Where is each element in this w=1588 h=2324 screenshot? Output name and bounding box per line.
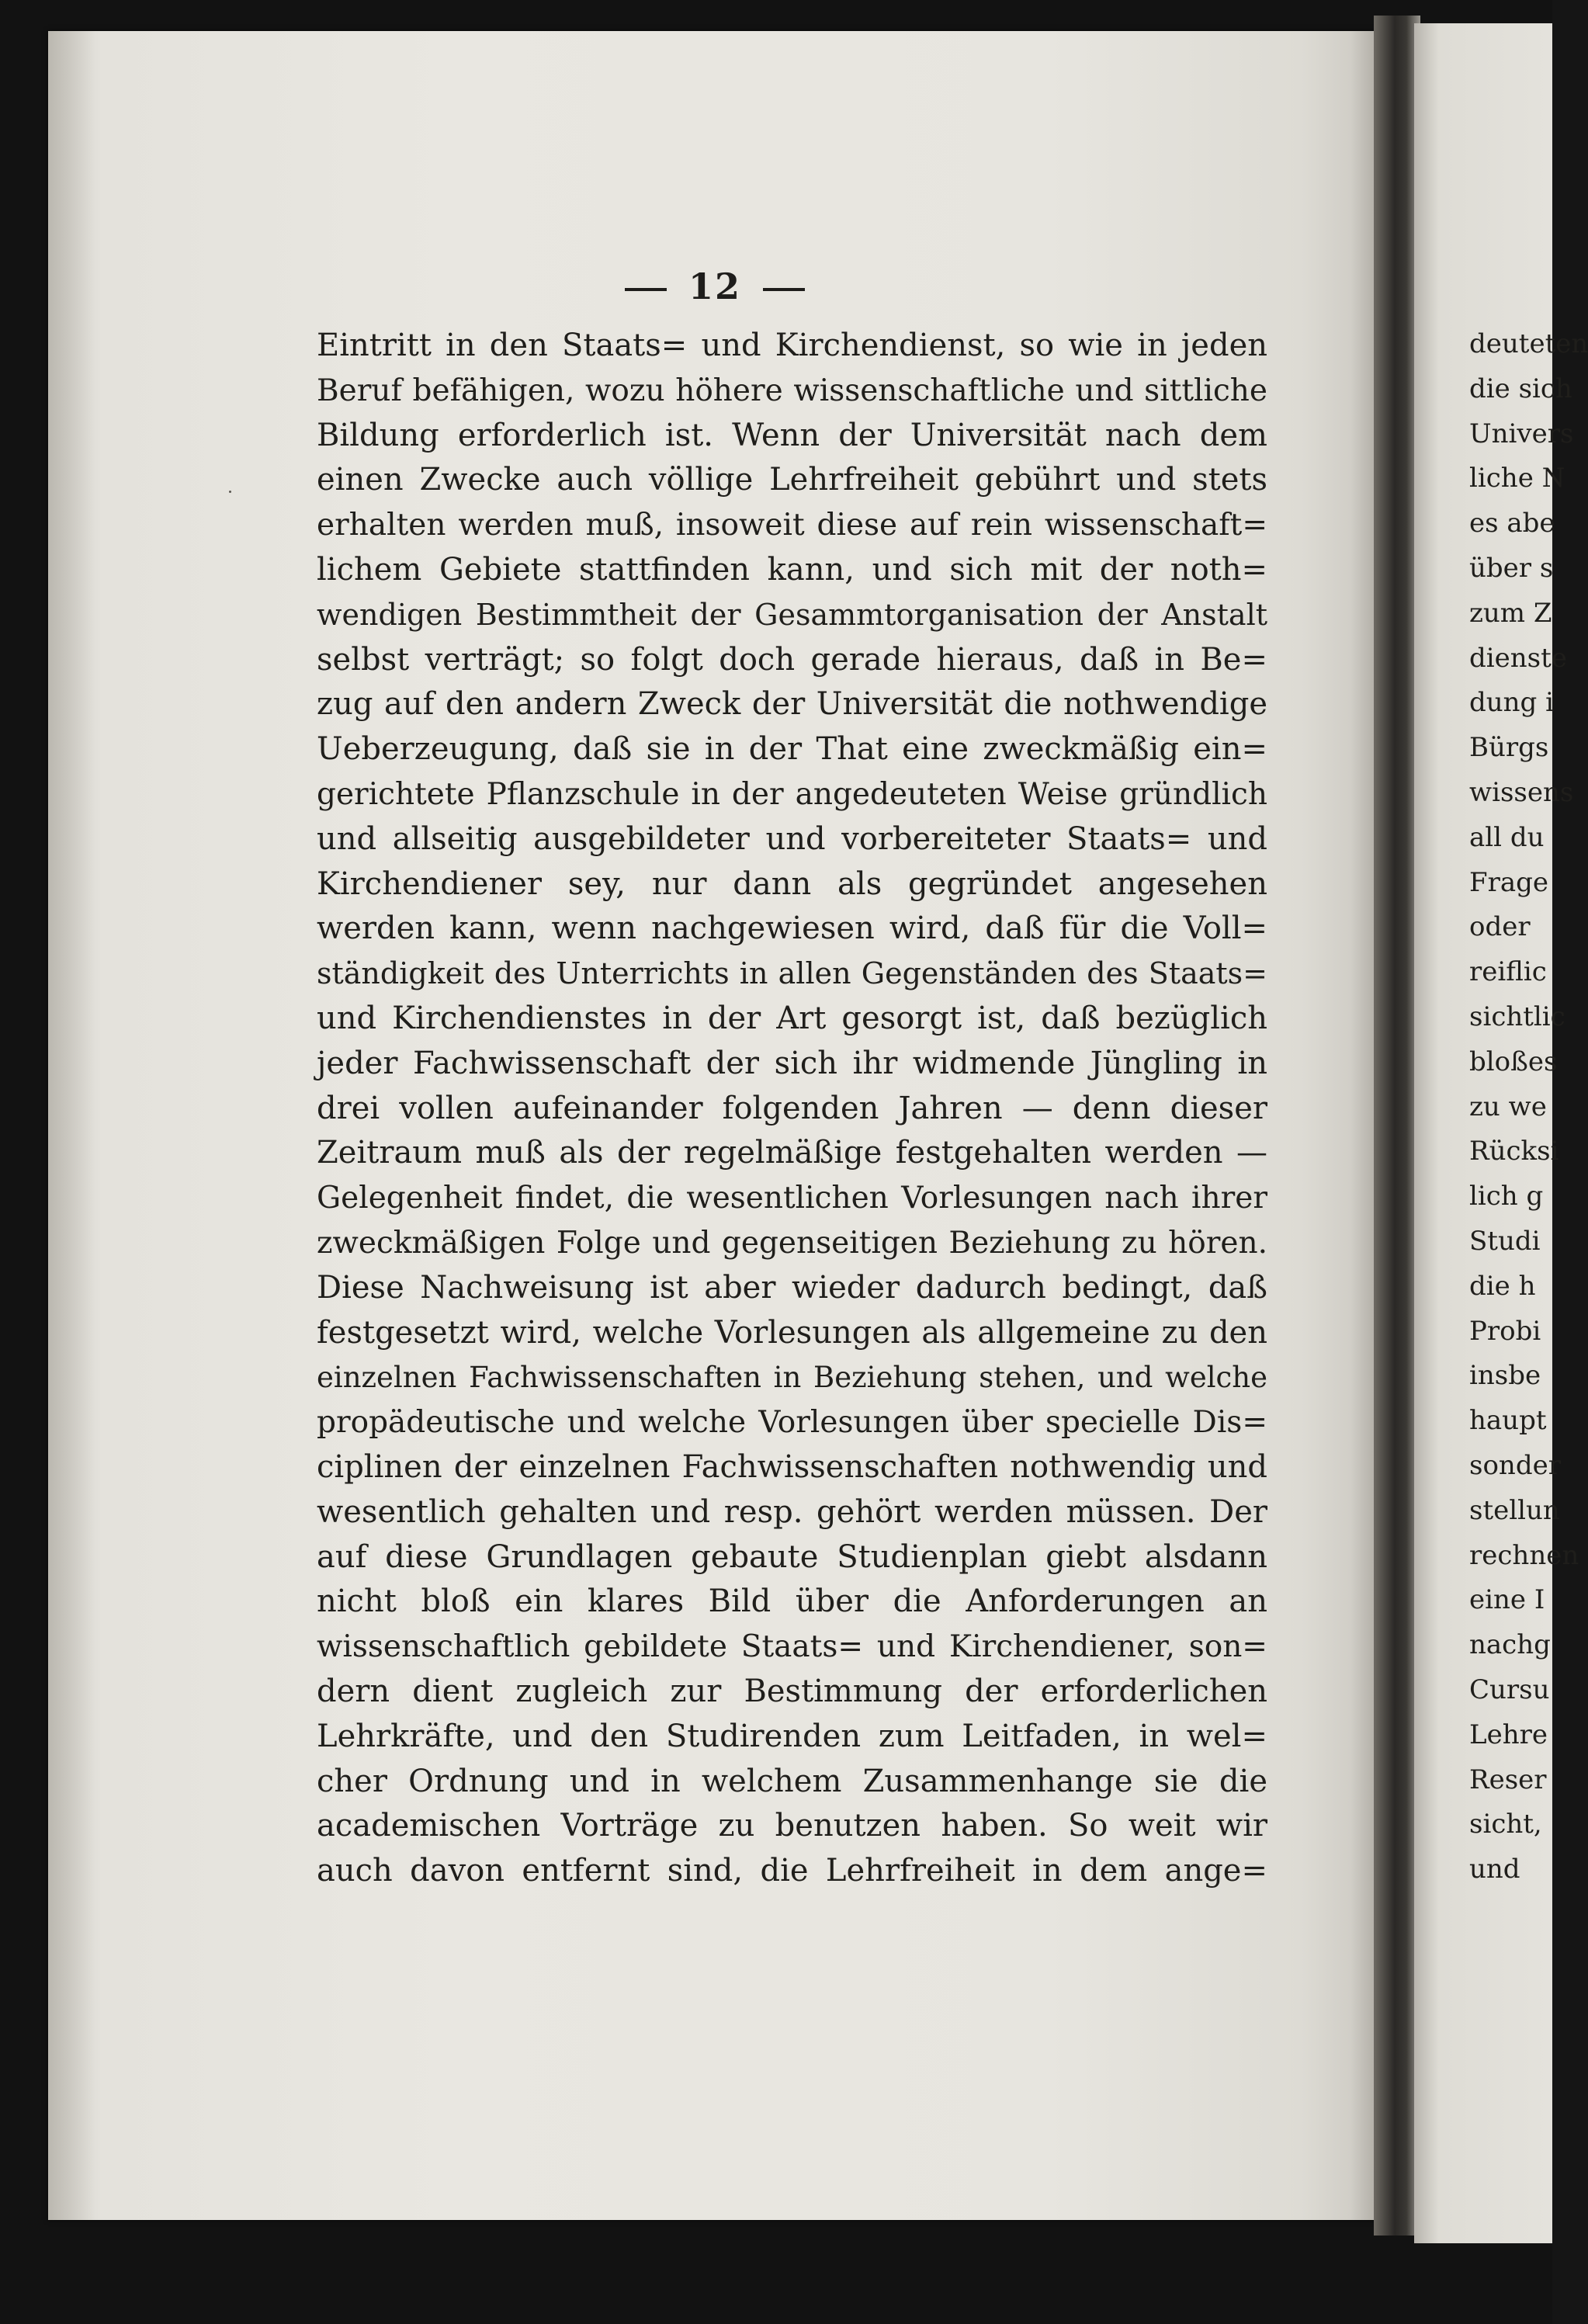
text-line: auf diese Grundlagen gebaute Studienplan giebt alsdann [317, 1538, 1267, 1575]
text-line: auch davon entfernt sind, die Lehrfreiheit in dem ange= [317, 1853, 1267, 1889]
right-text-fragment: bloßes [1469, 1046, 1558, 1077]
right-text-fragment: Univers [1469, 418, 1574, 449]
header-dash-left [625, 288, 667, 291]
right-text-fragment: Reser [1469, 1764, 1547, 1795]
text-line: propädeutische und welche Vorlesungen über specielle Dis= [317, 1405, 1267, 1441]
text-line: Gelegenheit findet, die wesentlichen Vorlesungen nach ihrer [317, 1181, 1267, 1216]
right-text-fragment: zu we [1469, 1091, 1547, 1122]
right-text-fragment: sicht, [1469, 1809, 1542, 1840]
right-text-fragment: Studi [1469, 1225, 1541, 1257]
text-line: drei vollen aufeinander folgenden Jahren — denn dieser [317, 1090, 1267, 1126]
right-text-fragment: dung i [1469, 687, 1555, 719]
right-text-fragment: es abe [1469, 508, 1555, 539]
right-text-fragment: all du [1469, 821, 1545, 853]
right-text-fragment: stellun [1469, 1494, 1560, 1526]
right-text-fragment: rechnen [1469, 1539, 1579, 1571]
right-text-fragment: Rücksi [1469, 1136, 1559, 1167]
text-line: einzelnen Fachwissenschaften in Beziehung stehen, und welche [317, 1361, 1267, 1395]
text-line: cher Ordnung und in welchem Zusammenhange sie die [317, 1763, 1267, 1799]
right-text-fragment: Frage [1469, 866, 1548, 898]
right-text-fragment: sichtlic [1469, 1001, 1565, 1032]
ink-speck [229, 491, 231, 493]
text-line: ständigkeit des Unterrichts in allen Gegenständen des Staats= [317, 956, 1267, 991]
text-line: Zeitraum muß als der regelmäßige festgehalten werden — [317, 1135, 1267, 1171]
header-dash-right [763, 288, 805, 291]
text-line: und Kirchendienstes in der Art gesorgt ist, daß bezüglich [317, 1000, 1267, 1036]
page-number-header [48, 265, 1382, 307]
right-text-fragment: haupt [1469, 1405, 1547, 1437]
right-text-fragment: Bürgs [1469, 732, 1549, 764]
right-text-fragment: lich g [1469, 1181, 1544, 1212]
right-text-fragment: nachg [1469, 1629, 1551, 1661]
text-line: selbst verträgt; so folgt doch gerade hieraus, daß in Be= [317, 641, 1267, 678]
text-line: Lehrkräfte, und den Studirenden zum Leitfaden, in wel= [317, 1718, 1267, 1754]
right-text-fragment: Probi [1469, 1315, 1541, 1347]
page-number: 12 [688, 265, 741, 307]
text-line: gerichtete Pflanzschule in der angedeuteten Weise gründlich [317, 776, 1267, 812]
text-line: Beruf befähigen, wozu höhere wissenschaftliche und sittliche [317, 373, 1267, 408]
text-line: academischen Vorträge zu benutzen haben. So weit wir [317, 1808, 1267, 1844]
right-text-fragment: oder [1469, 911, 1531, 943]
right-text-fragment: und [1469, 1854, 1520, 1885]
text-line: und allseitig ausgebildeter und vorbereiteter Staats= und [317, 820, 1267, 857]
right-text-fragment: sonder [1469, 1449, 1561, 1481]
text-line: erhalten werden muß, insoweit diese auf rein wissenschaft= [317, 508, 1267, 543]
text-line: ciplinen der einzelnen Fachwissenschaften nothwendig und [317, 1448, 1267, 1485]
text-line: zweckmäßigen Folge und gegenseitigen Beziehung zu hören. [317, 1225, 1267, 1261]
text-line: Diese Nachweisung ist aber wieder dadurch bedingt, daß [317, 1269, 1267, 1306]
text-line: einen Zwecke auch völlige Lehrfreiheit gebührt und stets [317, 462, 1267, 498]
book-gutter [1374, 16, 1420, 2236]
text-line: Ueberzeugung, daß sie in der That eine zweckmäßig ein= [317, 731, 1267, 768]
right-text-fragment: liche N [1469, 463, 1565, 494]
text-line: lichem Gebiete stattfinden kann, und sich mit der noth= [317, 551, 1267, 588]
text-line: wissenschaftlich gebildete Staats= und Kirchendiener, son= [317, 1629, 1267, 1665]
right-text-fragment: Cursu [1469, 1674, 1550, 1705]
right-text-fragment: reiflic [1469, 956, 1547, 988]
left-page-text [317, 324, 1267, 1894]
right-text-fragment: Lehre [1469, 1719, 1548, 1750]
right-text-fragment: eine I [1469, 1584, 1545, 1616]
right-text-fragment: die h [1469, 1270, 1536, 1302]
text-line: dern dient zugleich zur Bestimmung der erforderlichen [317, 1673, 1267, 1709]
right-text-fragment: insbe [1469, 1360, 1541, 1392]
text-line: Eintritt in den Staats= und Kirchendienst, so wie in jeden [317, 328, 1267, 363]
text-line: nicht bloß ein klares Bild über die Anforderungen an [317, 1583, 1267, 1620]
right-text-fragment: über s [1469, 552, 1554, 584]
right-page-text [1469, 322, 1588, 1892]
text-line: werden kann, wenn nachgewiesen wird, daß für die Voll= [317, 911, 1267, 947]
right-text-fragment: wissens [1469, 776, 1574, 808]
text-line: jeder Fachwissenschaft der sich ihr widmende Jüngling in [317, 1045, 1267, 1081]
text-line: wesentlich gehalten und resp. gehört werden müssen. Der [317, 1493, 1267, 1530]
text-line: festgesetzt wird, welche Vorlesungen als allgemeine zu den [317, 1314, 1267, 1351]
right-text-fragment: die sich [1469, 373, 1572, 404]
text-line: zug auf den andern Zweck der Universität die nothwendige [317, 686, 1267, 723]
right-text-fragment: deuteten [1469, 328, 1588, 359]
text-line: wendigen Bestimmtheit der Gesammtorganisation der Anstalt [317, 597, 1267, 632]
text-line: Bildung erforderlich ist. Wenn der Universität nach dem [317, 417, 1267, 453]
right-text-fragment: zum Z [1469, 597, 1552, 629]
right-text-fragment: dienste [1469, 642, 1567, 674]
text-line: Kirchendiener sey, nur dann als gegründet angesehen [317, 865, 1267, 902]
